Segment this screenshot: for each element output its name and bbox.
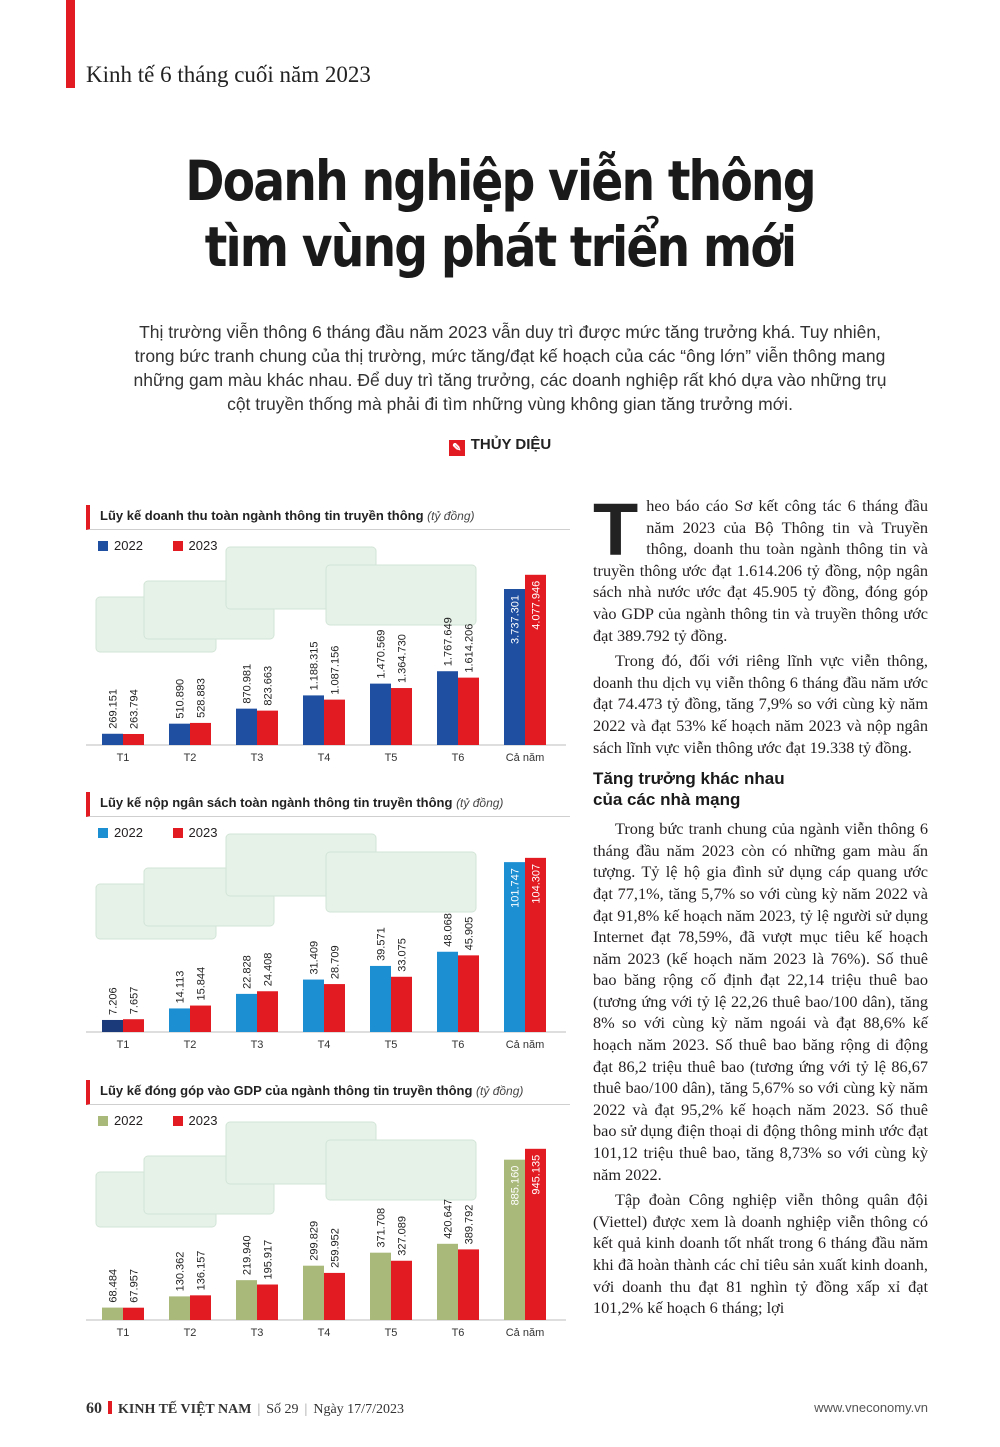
x-tick-label: T5 bbox=[384, 752, 398, 764]
x-tick-label: T3 bbox=[250, 1327, 264, 1339]
data-label: 510.890 bbox=[174, 678, 187, 719]
data-label: 130.362 bbox=[174, 1251, 187, 1292]
lead-paragraph bbox=[115, 320, 905, 416]
bar-2023-T1 bbox=[123, 734, 144, 745]
data-label: 15.844 bbox=[195, 966, 208, 1001]
subheading bbox=[593, 768, 928, 810]
section-marker bbox=[66, 0, 75, 88]
legend-label: 2022 bbox=[114, 1113, 143, 1129]
lead-line: cột truyền thống mà phải đi tìm những vùng không gian tăng trưởng mới. bbox=[227, 394, 793, 414]
x-tick-label: Cả năm bbox=[505, 1039, 545, 1051]
x-tick-label: T1 bbox=[116, 752, 130, 764]
bar-2022-T3 bbox=[236, 1280, 257, 1320]
chart-title-text: Lũy kế doanh thu toàn ngành thông tin truyền thông bbox=[100, 508, 424, 523]
data-label: 1.087.156 bbox=[329, 645, 342, 695]
lead-line: trong bức tranh chung của thị trường, mức tăng/đạt kế hoạch của các “ông lớn” viễn thông mang bbox=[134, 346, 886, 366]
x-tick-label: T6 bbox=[451, 1039, 465, 1051]
bar-2022-T6 bbox=[437, 671, 458, 745]
subheading-line: Tăng trưởng khác nhau bbox=[593, 769, 785, 789]
data-label: 823.663 bbox=[262, 665, 275, 706]
bar-2022-T5 bbox=[370, 1253, 391, 1320]
data-label: 259.952 bbox=[329, 1228, 342, 1268]
data-label: 104.307 bbox=[530, 863, 543, 904]
legend-label: 2023 bbox=[188, 538, 218, 554]
x-tick-label: T5 bbox=[384, 1327, 398, 1339]
bar-2022-T2 bbox=[169, 724, 190, 745]
bar-2022-T2 bbox=[169, 1296, 190, 1320]
x-tick-label: T3 bbox=[250, 752, 264, 764]
x-tick-label: T5 bbox=[384, 1039, 398, 1051]
data-label: 3.737.301 bbox=[509, 595, 522, 644]
bar-2023-T5 bbox=[391, 977, 412, 1032]
data-label: 28.709 bbox=[329, 945, 342, 980]
paragraph: Tập đoàn Công nghiệp viễn thông quân đội (Viettel) được xem là doanh nghiệp viễn thông có kết quả kinh doanh tốt nhất trong 6 tháng đầu năm khi đã hoàn thành các chỉ tiêu sản xuất kinh doanh, với doanh thu đạt 81 nghìn tỷ đồng xấp xỉ đạt 101,2% kế hoạch 6 tháng; lợi bbox=[593, 1190, 928, 1318]
chart-plot bbox=[86, 505, 566, 767]
bar-2023-T5 bbox=[391, 688, 412, 745]
data-label: 327.089 bbox=[396, 1215, 409, 1256]
headline-line: Doanh nghiệp viễn thông bbox=[185, 149, 815, 213]
background-illustration bbox=[96, 1122, 476, 1227]
data-label: 22.828 bbox=[241, 955, 254, 989]
data-label: 195.917 bbox=[262, 1239, 275, 1280]
data-label: 945.135 bbox=[530, 1154, 543, 1195]
data-label: 7.206 bbox=[107, 987, 120, 1015]
x-tick-label: T4 bbox=[317, 1327, 331, 1339]
bar-2023-T3 bbox=[257, 991, 278, 1032]
byline bbox=[0, 436, 1000, 456]
paragraph: Trong đó, đối với riêng lĩnh vực viễn thông, doanh thu dịch vụ viễn thông 6 tháng đầu năm ước đạt 74.473 tỷ đồng, tăng 7,9% so với cùng kỳ năm 2022 và đạt 53% kế hoạch năm 2023 và nộp ngân sách lĩnh vực viễn thông ước đạt 19.338 tỷ đồng. bbox=[593, 651, 928, 757]
separator: | bbox=[257, 1402, 261, 1417]
bar-2023-T4 bbox=[324, 700, 345, 745]
data-label: 371.708 bbox=[375, 1207, 388, 1248]
chart-unit: (tỷ đồng) bbox=[427, 509, 475, 523]
x-tick-label: T2 bbox=[183, 1039, 197, 1051]
article-body bbox=[593, 488, 928, 1323]
author-name: THỦY DIỆU bbox=[470, 436, 552, 453]
subheading-line: của các nhà mạng bbox=[593, 790, 741, 810]
bar-2023-T1 bbox=[123, 1019, 144, 1032]
page-number: 60 bbox=[86, 1400, 102, 1417]
paragraph: Trong bức tranh chung của ngành viễn thông 6 tháng đầu năm 2023 còn có những gam màu ấn tượng. Tỷ lệ hộ gia đình sử dụng cáp quang ước đạt 77,1%, tăng 5,7% so với cùng kỳ năm 2022 và đạt 91,8% kế hoạch năm 2023, tỷ lệ người sử dụng Internet đạt 78,59%, đã vượt mục tiêu kế hoạch năm 2023 (kế hoạch năm 2023 là 76%). Số thuê bao băng rộng cố định đạt 22,14 triệu thuê bao (tương ứng với tỷ lệ 22,26 thuê bao/100 dân), tăng 8% so với cùng kỳ năm ngoái và đạt 88,6% kế hoạch năm 2023. Số thuê bao băng rộng di động đạt 86,2 triệu thuê bao (tương ứng với tỷ lệ 86,67 thuê bao/100 dân), tăng 5,67% so với cùng kỳ năm 2022 và đạt 95,2% kế hoạch năm 2023. Số thuê bao sử dụng điện thoại di động thông minh ước đạt 101,12 triệu thuê bao, tăng 8,73% so với cùng kỳ năm 2022. bbox=[593, 819, 928, 1184]
data-label: 68.484 bbox=[107, 1268, 120, 1303]
data-label: 389.792 bbox=[463, 1204, 476, 1245]
data-label: 45.905 bbox=[463, 916, 476, 951]
data-label: 33.075 bbox=[396, 938, 409, 972]
data-label: 1.470.569 bbox=[375, 629, 388, 679]
data-label: 1.767.649 bbox=[442, 617, 455, 667]
data-label: 136.157 bbox=[195, 1250, 208, 1291]
bar-2022-T5 bbox=[370, 684, 391, 745]
bar-2023-T2 bbox=[190, 723, 211, 745]
headline-line: tìm vùng phát triển mới bbox=[204, 215, 796, 279]
bar-2022-T6 bbox=[437, 1244, 458, 1320]
separator: | bbox=[304, 1402, 308, 1417]
data-label: 7.657 bbox=[128, 986, 141, 1015]
bar-2023-T2 bbox=[190, 1295, 211, 1320]
data-label: 870.981 bbox=[241, 663, 254, 704]
bar-2022-T3 bbox=[236, 709, 257, 745]
data-label: 48.068 bbox=[442, 913, 455, 947]
lead-line: những gam màu khác nhau. Để duy trì tăng trưởng, các doanh nghiệp rất khó dựa vào những trụ bbox=[133, 370, 887, 390]
x-tick-label: T4 bbox=[317, 752, 331, 764]
data-label: 219.940 bbox=[241, 1235, 254, 1276]
bar-2023-T6 bbox=[458, 955, 479, 1032]
bar-2023-T5 bbox=[391, 1261, 412, 1320]
section-title: Kinh tế 6 tháng cuối năm 2023 bbox=[86, 62, 371, 87]
x-tick-label: T6 bbox=[451, 752, 465, 764]
bar-2022-T2 bbox=[169, 1008, 190, 1032]
gdp-chart bbox=[86, 1080, 566, 1342]
legend-label: 2023 bbox=[188, 825, 218, 841]
data-label: 14.113 bbox=[174, 970, 187, 1004]
chart-title-text: Lũy kế đóng góp vào GDP của ngành thông tin truyền thông bbox=[100, 1083, 473, 1098]
background-illustration bbox=[96, 834, 476, 939]
bar-2023-T4 bbox=[324, 1273, 345, 1320]
bar-2022-T6 bbox=[437, 952, 458, 1032]
headline bbox=[70, 148, 930, 280]
chart-plot bbox=[86, 1080, 566, 1342]
data-label: 1.614.206 bbox=[463, 623, 476, 673]
page-footer bbox=[86, 1400, 928, 1420]
bar-2023-T3 bbox=[257, 711, 278, 745]
issue-date: Ngày 17/7/2023 bbox=[313, 1402, 404, 1417]
bar-2022-T3 bbox=[236, 994, 257, 1032]
legend-label: 2023 bbox=[188, 1113, 218, 1129]
legend-label: 2022 bbox=[114, 825, 143, 841]
data-label: 420.647 bbox=[442, 1199, 455, 1239]
footer-marker bbox=[108, 1401, 112, 1414]
banknote-shape bbox=[326, 852, 476, 912]
x-tick-label: T2 bbox=[183, 1327, 197, 1339]
data-label: 528.883 bbox=[195, 678, 208, 718]
bar-2023-T1 bbox=[123, 1308, 144, 1320]
paragraph bbox=[593, 488, 928, 646]
magazine-name: KINH TẾ VIỆT NAM bbox=[118, 1402, 252, 1417]
bar-2022-T4 bbox=[303, 980, 324, 1032]
data-label: 31.409 bbox=[308, 940, 321, 975]
bar-2023-T3 bbox=[257, 1285, 278, 1320]
budget-chart bbox=[86, 792, 566, 1054]
data-label: 67.957 bbox=[128, 1269, 141, 1303]
drop-cap: T bbox=[593, 488, 639, 571]
issue-number: Số 29 bbox=[266, 1402, 299, 1417]
data-label: 885.160 bbox=[509, 1165, 522, 1206]
x-tick-label: Cả năm bbox=[505, 1327, 545, 1339]
data-label: 101.747 bbox=[509, 868, 522, 908]
bar-2022-T4 bbox=[303, 695, 324, 745]
bar-2022-T4 bbox=[303, 1266, 324, 1320]
paragraph-text: heo báo cáo Sơ kết công tác 6 tháng đầu năm 2023 của Bộ Thông tin và Truyền thông, doanh thu toàn ngành thông tin và truyền thông ước đạt 1.614.206 tỷ đồng, nộp ngân sách nhà nước ước đạt 45.905 tỷ đồng, đóng góp vào GDP của ngành thông tin và truyền thông ước đạt 389.792 tỷ đồng. bbox=[593, 496, 928, 645]
data-label: 39.571 bbox=[375, 927, 388, 961]
x-tick-label: Cả năm bbox=[505, 752, 545, 764]
website-link[interactable]: www.vneconomy.vn bbox=[814, 1400, 928, 1415]
data-label: 1.188.315 bbox=[308, 641, 321, 691]
pen-icon: ✎ bbox=[449, 440, 465, 456]
banknote-shape bbox=[326, 1140, 476, 1200]
data-label: 263.794 bbox=[128, 689, 141, 729]
data-label: 299.829 bbox=[308, 1220, 321, 1261]
x-tick-label: T1 bbox=[116, 1039, 130, 1051]
bar-2022-T1 bbox=[102, 1308, 123, 1320]
chart-plot bbox=[86, 792, 566, 1054]
data-label: 24.408 bbox=[262, 952, 275, 987]
bar-2023-T6 bbox=[458, 1249, 479, 1320]
legend-label: 2022 bbox=[114, 538, 143, 554]
lead-line: Thị trường viễn thông 6 tháng đầu năm 2023 vẫn duy trì được mức tăng trưởng khá. Tuy nhiên, bbox=[139, 322, 881, 342]
bar-2023-T2 bbox=[190, 1006, 211, 1032]
background-illustration bbox=[96, 547, 476, 652]
bar-2023-T6 bbox=[458, 678, 479, 745]
bar-2022-T1 bbox=[102, 1020, 123, 1032]
data-label: 1.364.730 bbox=[396, 634, 409, 684]
bar-2023-T4 bbox=[324, 984, 345, 1032]
data-label: 269.151 bbox=[107, 689, 120, 729]
revenue-chart bbox=[86, 505, 566, 767]
bar-2022-T5 bbox=[370, 966, 391, 1032]
chart-title-text: Lũy kế nộp ngân sách toàn ngành thông tin truyền thông bbox=[100, 795, 453, 810]
x-tick-label: T6 bbox=[451, 1327, 465, 1339]
x-tick-label: T1 bbox=[116, 1327, 130, 1339]
x-tick-label: T4 bbox=[317, 1039, 331, 1051]
chart-unit: (tỷ đồng) bbox=[456, 796, 504, 810]
bar-2022-T1 bbox=[102, 734, 123, 745]
data-label: 4.077.946 bbox=[530, 580, 543, 630]
chart-unit: (tỷ đồng) bbox=[476, 1084, 524, 1098]
x-tick-label: T3 bbox=[250, 1039, 264, 1051]
x-tick-label: T2 bbox=[183, 752, 197, 764]
banknote-shape bbox=[326, 565, 476, 625]
